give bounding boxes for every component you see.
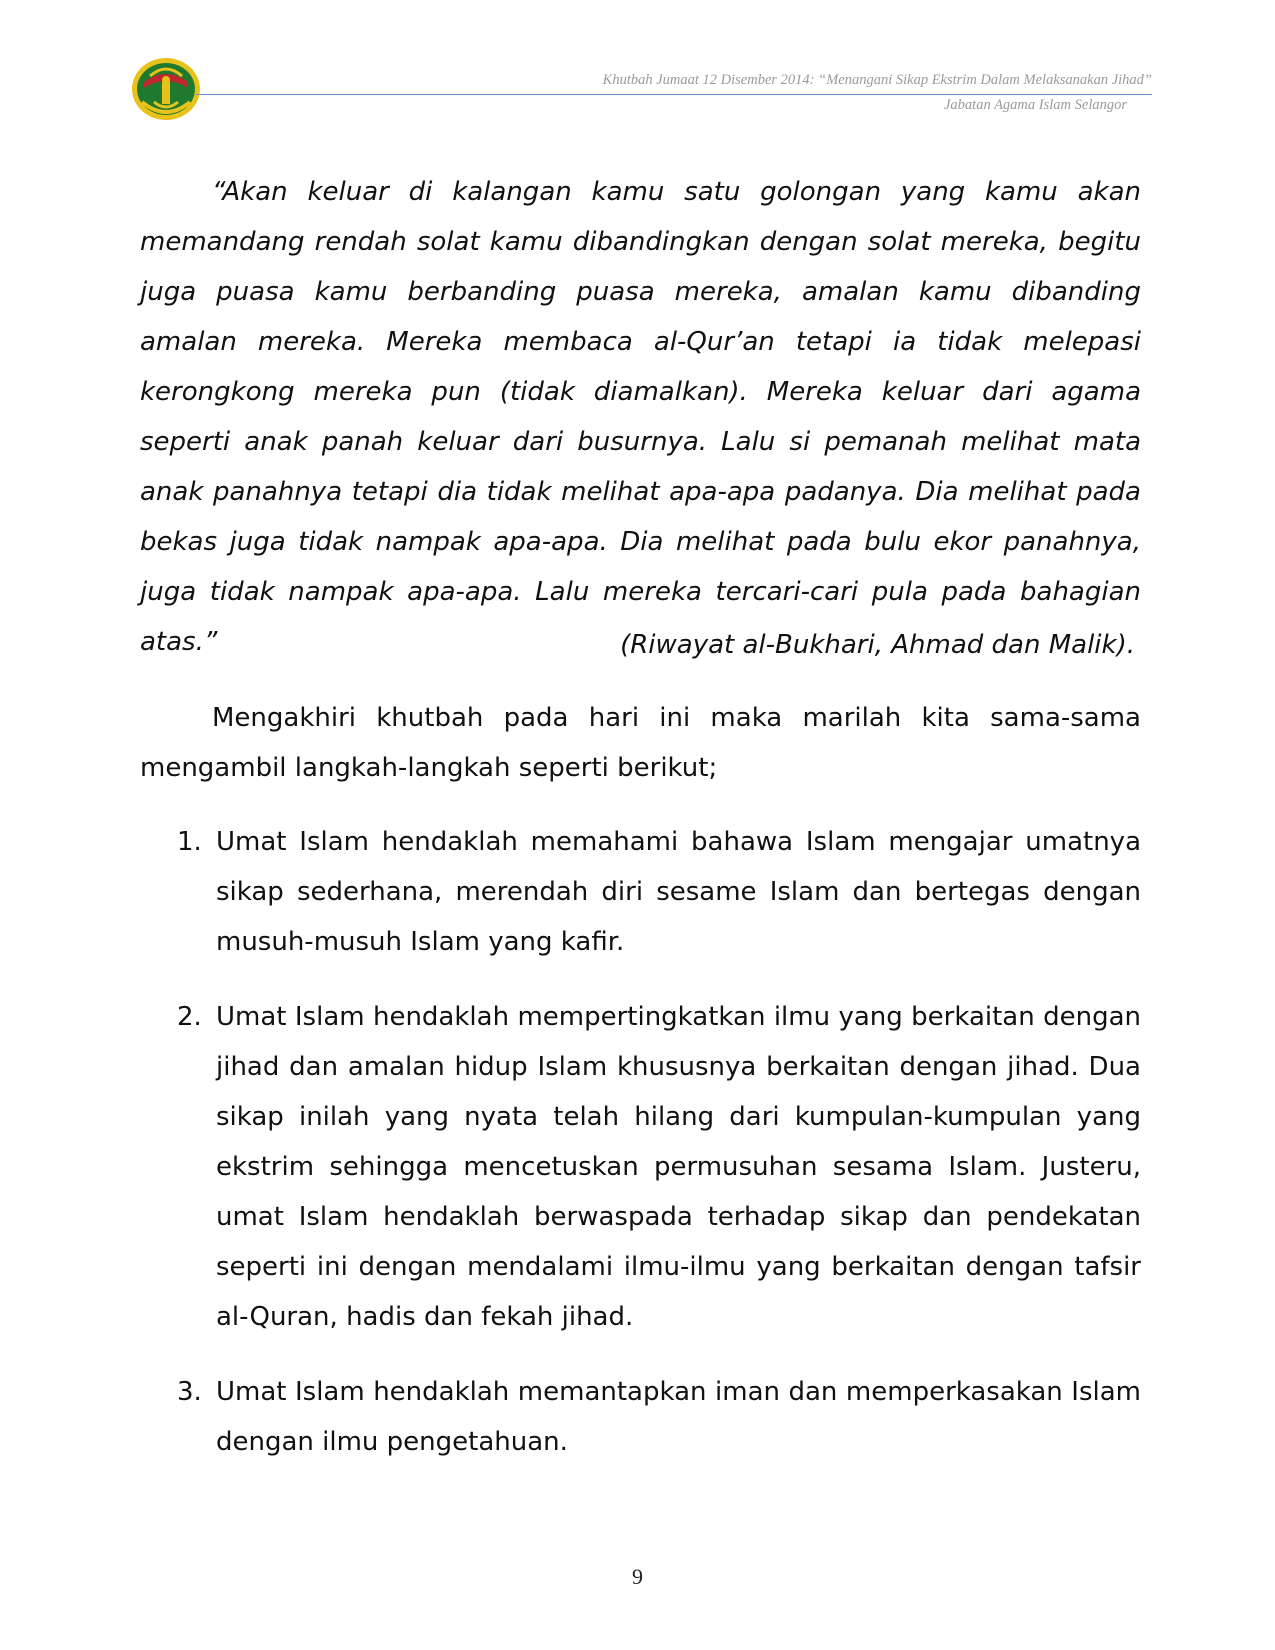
quote-attribution: (Riwayat al-Bukhari, Ahmad dan Malik).: [620, 630, 1135, 660]
state-crest-icon: [130, 52, 202, 122]
header-subtitle: Jabatan Agama Islam Selangor: [944, 97, 1127, 113]
hadith-quote: “Akan keluar di kalangan kamu satu golongan yang kamu akan memandang rendah solat kamu dibandingkan dengan solat mereka, begitu juga puasa kamu berbanding puasa mereka, amalan kamu dibanding amalan mereka. Mereka membaca al-Qur’an tetapi ia tidak melepasi kerongkong mereka pun (tidak diamalkan). Mereka keluar dari agama seperti anak panah keluar dari busurnya. Lalu si pemanah melihat mata anak panahnya tetapi dia tidak melihat apa-apa padanya. Dia melihat pada bekas juga tidak nampak apa-apa. Dia melihat pada bulu ekor panahnya, juga tidak nampak apa-apa. Lalu mereka tercari-cari pula pada bahagian atas.”: [140, 177, 1141, 657]
list-text: Umat Islam hendaklah memahami bahawa Islam mengajar umatnya sikap sederhana, merendah diri sesame Islam dan bertegas dengan musuh-musuh Islam yang kafir.: [216, 827, 1141, 957]
list-number: 2.: [177, 1002, 202, 1032]
list-number: 1.: [177, 827, 202, 857]
list-number: 3.: [177, 1377, 202, 1407]
list-item: [140, 992, 1141, 1342]
list-item: [140, 817, 1141, 967]
list-text: Umat Islam hendaklah mempertingkatkan ilmu yang berkaitan dengan jihad dan amalan hidup Islam khususnya berkaitan dengan jihad. Dua sikap inilah yang nyata telah hilang dari kumpulan-kumpulan yang ekstrim sehingga mencetuskan permusuhan sesama Islam. Justeru, umat Islam hendaklah berwaspada terhadap sikap dan pendekatan seperti ini dengan mendalami ilmu-ilmu yang berkaitan dengan tafsir al-Quran, hadis dan fekah jihad.: [216, 1002, 1141, 1332]
header-divider: [196, 94, 1152, 95]
list-item: [140, 1367, 1141, 1467]
page-number: 9: [632, 1564, 643, 1589]
closing-paragraph: Mengakhiri khutbah pada hari ini maka marilah kita sama-sama mengambil langkah-langkah seperti berikut;: [140, 703, 1141, 783]
steps-list: [140, 817, 1141, 1492]
list-text: Umat Islam hendaklah memantapkan iman dan memperkasakan Islam dengan ilmu pengetahuan.: [216, 1377, 1141, 1457]
header-title: Khutbah Jumaat 12 Disember 2014: “Menangani Sikap Ekstrim Dalam Melaksanakan Jihad”: [602, 72, 1152, 88]
